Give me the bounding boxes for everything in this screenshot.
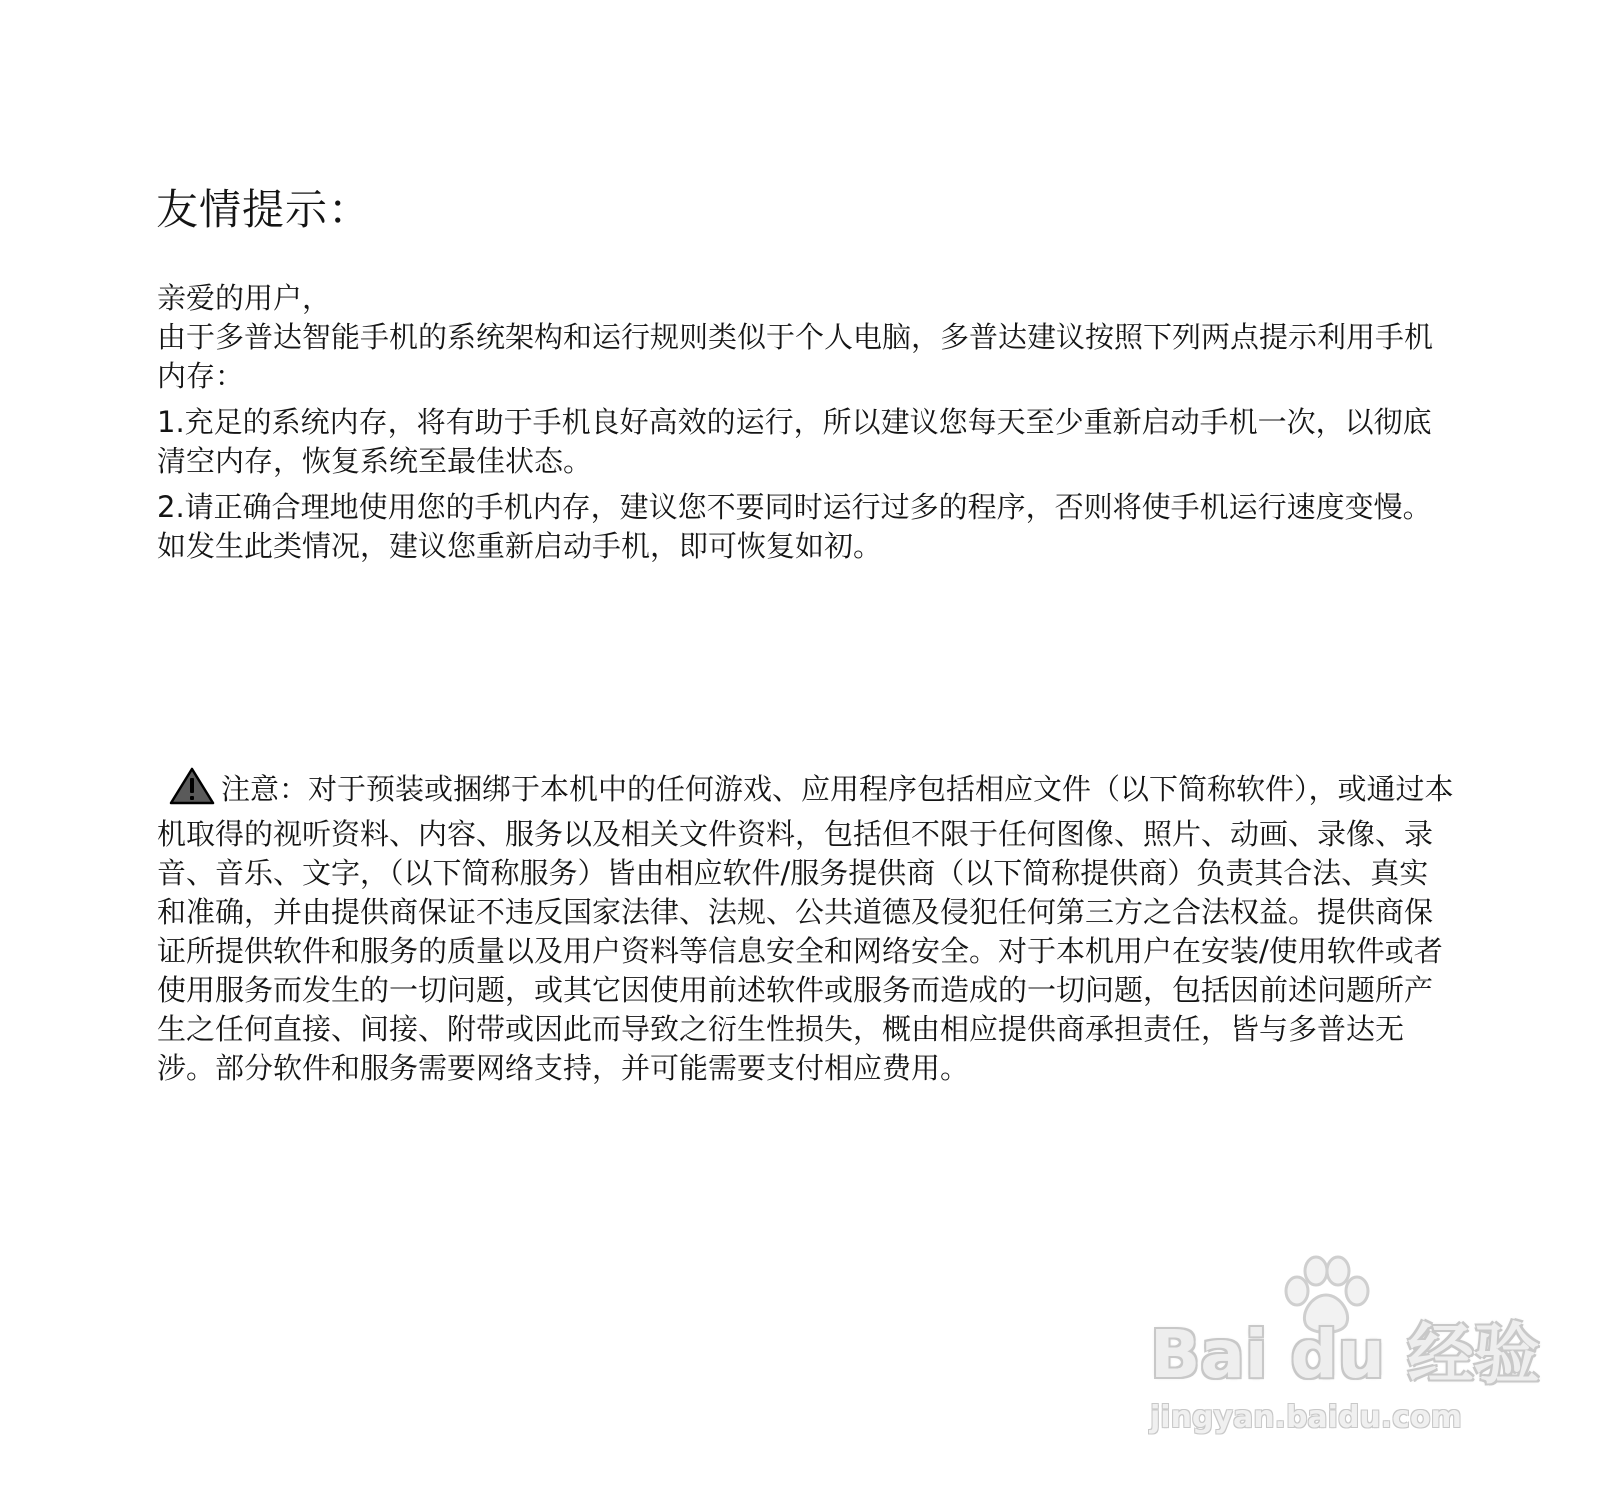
notice-text: 注意：对于预装或捆绑于本机中的任何游戏、应用程序包括相应文件（以下简称软件），或通过本机取得的视听资料、内容、服务以及相关文件资料，包括但不限于任何图像、照片、动画、录像、录音、音乐、文字，（以下简称服务）皆由相应软件/服务提供商（以下简称提供商）负责其合法、真实和准确，并由提供商保证不违反国家法律、法规、公共道德及侵犯任何第三方之合法权益。提供商保证所提供软件和服务的质量以及用户资料等信息安全和网络安全。对于本机用户在安装/使用软件或者使用服务而发生的一切问题，或其它因使用前述软件或服务而造成的一切问题，包括因前述问题所产生之任何直接、间接、附带或因此而导致之衍生性损失，概由相应提供商承担责任，皆与多普达无涉。部分软件和服务需要网络支持，并可能需要支付相应费用。	[157, 772, 1454, 1085]
greeting-text: 亲爱的用户，	[157, 281, 332, 315]
intro-paragraph: 由于多普达智能手机的系统架构和运行规则类似于个人电脑，多普达建议按照下列两点提示利用手机内存：	[157, 320, 1434, 393]
tip-item-1: 1.充足的系统内存，将有助于手机良好高效的运行，所以建议您每天至少重新启动手机一次，以彻底清空内存，恢复系统至最佳状态。	[157, 405, 1432, 478]
watermark-url: jingyan.baidu.com	[1150, 1400, 1462, 1435]
tips-section	[157, 279, 1457, 566]
warning-triangle-icon	[169, 767, 215, 815]
notice-paragraph	[157, 767, 1457, 1088]
page-title: 友情提示：	[156, 185, 372, 234]
baidu-jingyan-watermark	[1150, 1255, 1540, 1455]
tip-item-2: 2.请正确合理地使用您的手机内存，建议您不要同时运行过多的程序，否则将使手机运行速度变慢。如发生此类情况，建议您重新启动手机，即可恢复如初。	[157, 490, 1432, 563]
watermark-brand: Bai du 经验	[1150, 1316, 1540, 1393]
